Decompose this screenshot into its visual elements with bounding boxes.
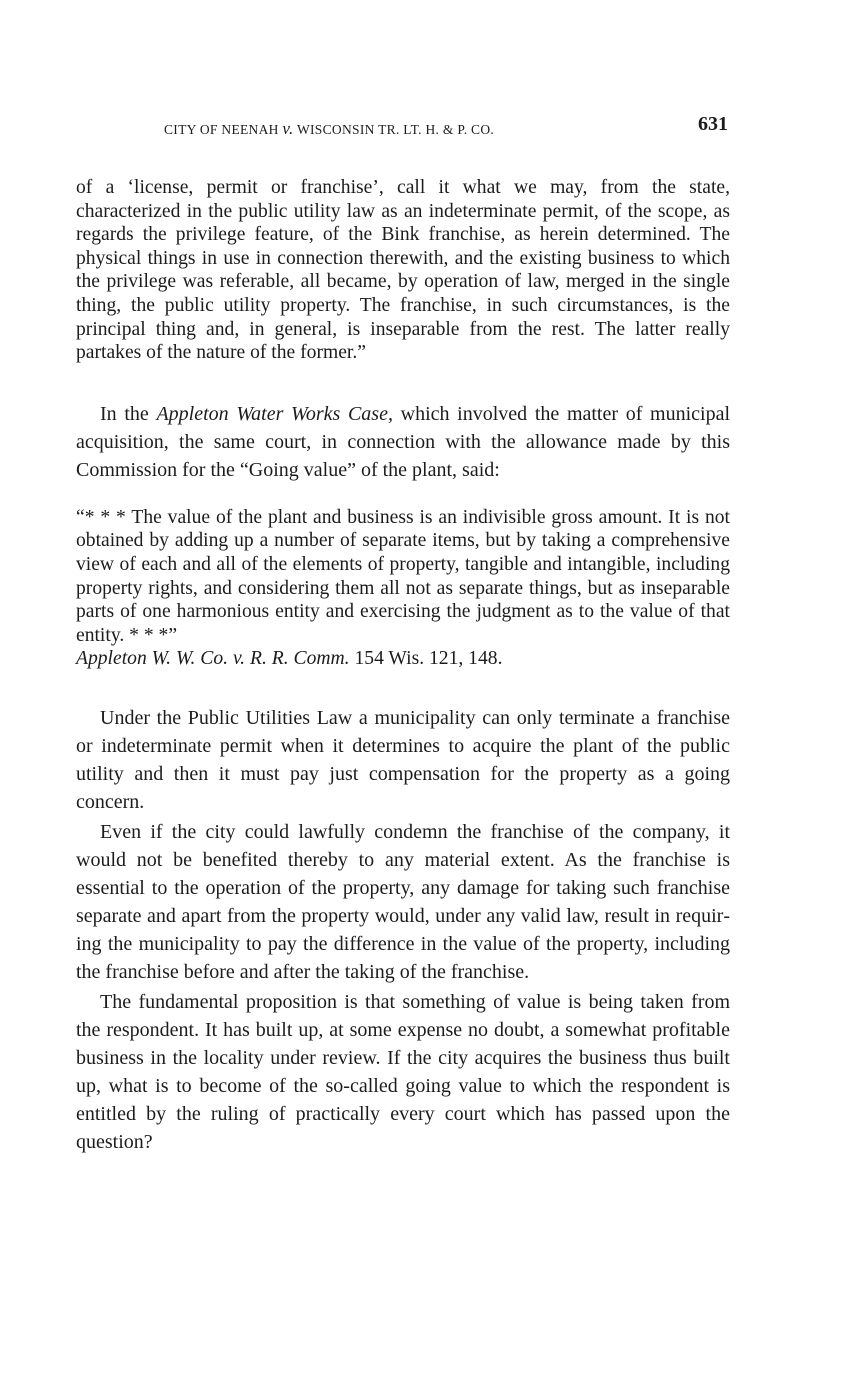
paragraph-public-utilities-law: Under the Public Utilities Law a municipality can only terminate a franchise or indeterminate permit when it determines to acquire the plant of the public utility and then it must pay just compensation for the property as a going concern. bbox=[76, 706, 730, 813]
running-head bbox=[76, 113, 730, 143]
block-quote-appleton-text: “* * * The value of the plant and business is an indivisible gross amount. It is not obtained by adding up a number of separate items, but by taking a comprehensive view of each and all of the elements of property, tangible and intangible, including property rights, and considering them all not as separate things, but as inseparable parts of one harmonious entity and exercising the judgment as to the value of that entity. * * *” bbox=[76, 506, 730, 646]
case-name-appleton: Appleton Water Works Case, bbox=[156, 402, 393, 425]
citation-reference: 154 Wis. 121, 148. bbox=[349, 648, 503, 670]
block-quote-bink: of a ‘license, permit or franchise’, call it what we may, from the state, characterized in the public utility law as an indeterminate permit, of the scope, as regards the privilege feature, of the Bink franchise, as herein determined. The physical things in use in connection therewith, and the existing business to which the privilege was referable, all became, by operation of law, merged in the single thing, the public utility property. The franchise, in such circumstances, is the principal thing and, in general, is inseparable from the rest. The latter really partakes of the nature of the former.” bbox=[76, 177, 730, 364]
running-title-prefix: CITY OF NEENAH bbox=[164, 122, 279, 137]
block-quote-appleton bbox=[76, 506, 730, 671]
running-title-suffix: WISCONSIN TR. LT. H. & P. CO. bbox=[296, 122, 495, 137]
running-title bbox=[164, 119, 494, 139]
citation bbox=[76, 647, 730, 671]
page-number: 631 bbox=[698, 113, 728, 135]
document-page bbox=[76, 113, 730, 1156]
citation-case-name: Appleton W. W. Co. v. R. R. Comm. bbox=[76, 648, 350, 670]
paragraph-appleton-case bbox=[76, 400, 730, 484]
running-title-versus: v. bbox=[282, 119, 294, 138]
paragraph-fundamental-proposition: The fundamental proposition is that something of value is being taken from the respondent. It has built up, at some expense no doubt, a somewhat profitable business in the locality under review. If the city acquires the business thus built up, what is to become of the so-called going value to which the respondent is entitled by the ruling of practically every court which has passed upon the question? bbox=[76, 990, 730, 1153]
paragraph-appleton-text-after: which involved the matter of municipal acquisition, the same court, in connection with the allowance made by this Commission for the “Going value” of the plant, said: bbox=[76, 402, 731, 481]
paragraph-appleton-text-before: In the bbox=[100, 402, 157, 425]
paragraph-condemn-franchise: Even if the city could lawfully condemn the franchise of the company, it would not be benefited thereby to any material extent. As the franchise is essential to the operation of the property, any damage for taking such franchise separate and apart from the property would, under any valid law, result in requiring the municipality to pay the difference in the value of the property, including the franchise before and after the taking of the franchise. bbox=[76, 820, 730, 983]
